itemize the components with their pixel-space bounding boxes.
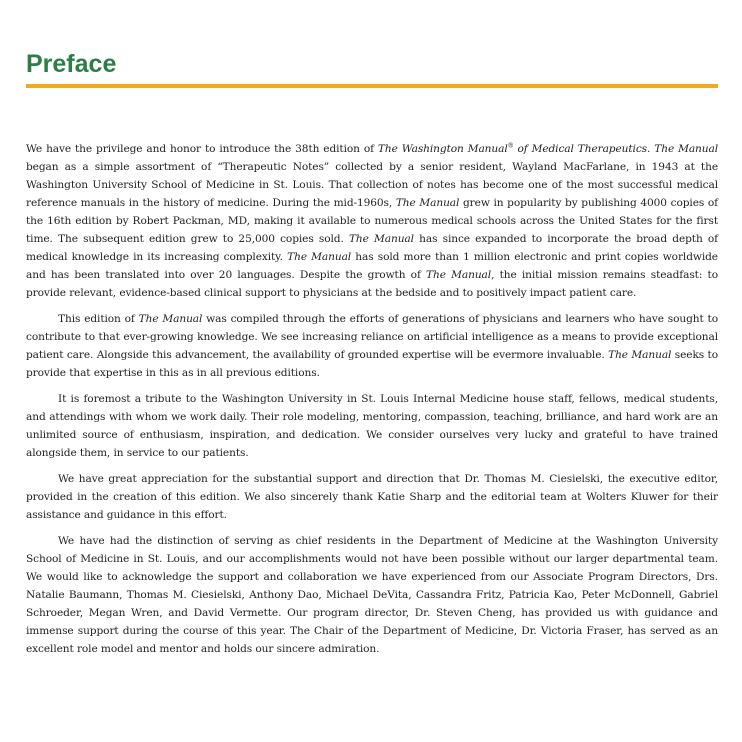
text-run: . [647, 143, 655, 155]
italic-title: The Manual [348, 233, 414, 245]
text-run: This edition of [58, 313, 139, 325]
italic-title: The Manual [287, 251, 352, 263]
text-run: seeks to provide that expertise in this as in all previous editions. [26, 349, 718, 379]
preface-body [26, 140, 718, 666]
text-run: grew in popularity by publishing 4000 copies of the 16th edition by Robert Packman, MD, making it available to numerous medical schools across the United States for the first time. The subsequent edition grew to 25,000 copies sold. [26, 197, 718, 245]
text-run: has sold more than 1 million electronic and print copies worldwide and has been translated into over 20 languages. Despite the growth of [26, 251, 718, 281]
text-run: , the initial mission remains steadfast: to provide relevant, evidence-based clinical support to physicians at the bedside and to positively impact patient care. [26, 269, 718, 299]
italic-title: The Manual [395, 197, 460, 209]
text-run: began as a simple assortment of “Therapeutic Notes” collected by a senior resident, Wayland MacFarlane, in 1943 at the Washington University School of Medicine in St. Louis. That collection of notes has become one of the most successful medical reference manuals in the history of medicine. During the mid-1960s, [26, 161, 718, 209]
registered-mark: ® [507, 142, 514, 150]
text-run: was compiled through the efforts of generations of physicians and learners who have sought to contribute to that ever-growing knowledge. We see increasing reliance on artificial intelligence as a means to provide exceptional patient care. Alongside this advancement, the availability of grounded expertise will be evermore invaluable. [26, 313, 718, 361]
italic-title: The Manual [138, 313, 203, 325]
paragraph-2 [26, 310, 718, 382]
text-run: We have had the distinction of serving as chief residents in the Department of Medicine at the Washington University School of Medicine in St. Louis, and our accomplishments would not have been possible without our larger departmental team. We would like to acknowledge the support and collaboration we have experienced from our Associate Program Directors, Drs. Natalie Baumann, Thomas M. Ciesielski, Anthony Dao, Michael DeVita, Cassandra Fritz, Patricia Kao, Peter McDonnell, Gabriel Schroeder, Megan Wren, and David Vermette. Our program director, Dr. Steven Cheng, has provided us with guidance and immense support during the course of this year. The Chair of the Department of Medicine, Dr. Victoria Fraser, has served as an excellent role model and mentor and holds our sincere admiration. [26, 535, 718, 655]
text-run: We have great appreciation for the substantial support and direction that Dr. Thomas M. Ciesielski, the executive editor, provided in the creation of this edition. We also sincerely thank Katie Sharp and the editorial team at Wolters Kluwer for their assistance and guidance in this effort. [26, 473, 718, 521]
text-run: It is foremost a tribute to the Washington University in St. Louis Internal Medicine house staff, fellows, medical students, and attendings with whom we work daily. Their role modeling, mentoring, compassion, teaching, brilliance, and hard work are an unlimited source of enthusiasm, inspiration, and dedication. We consider ourselves very lucky and grateful to have trained alongside them, in service to our patients. [26, 393, 718, 459]
paragraph-4 [26, 470, 718, 524]
paragraph-3 [26, 390, 718, 462]
text-run: has since expanded to incorporate the broad depth of medical knowledge in its increasing complexity. [26, 233, 718, 263]
italic-title: of Medical Therapeutics [513, 143, 647, 155]
paragraph-5 [26, 532, 718, 658]
page-title: Preface [26, 50, 117, 78]
italic-title: The Manual [654, 143, 718, 155]
title-underline [26, 84, 718, 88]
text-run: We have the privilege and honor to introduce the 38th edition of [26, 143, 378, 155]
italic-title: The Manual [426, 269, 492, 281]
paragraph-1 [26, 140, 718, 302]
italic-title: The Washington Manual [377, 143, 508, 155]
italic-title: The Manual [608, 349, 672, 361]
